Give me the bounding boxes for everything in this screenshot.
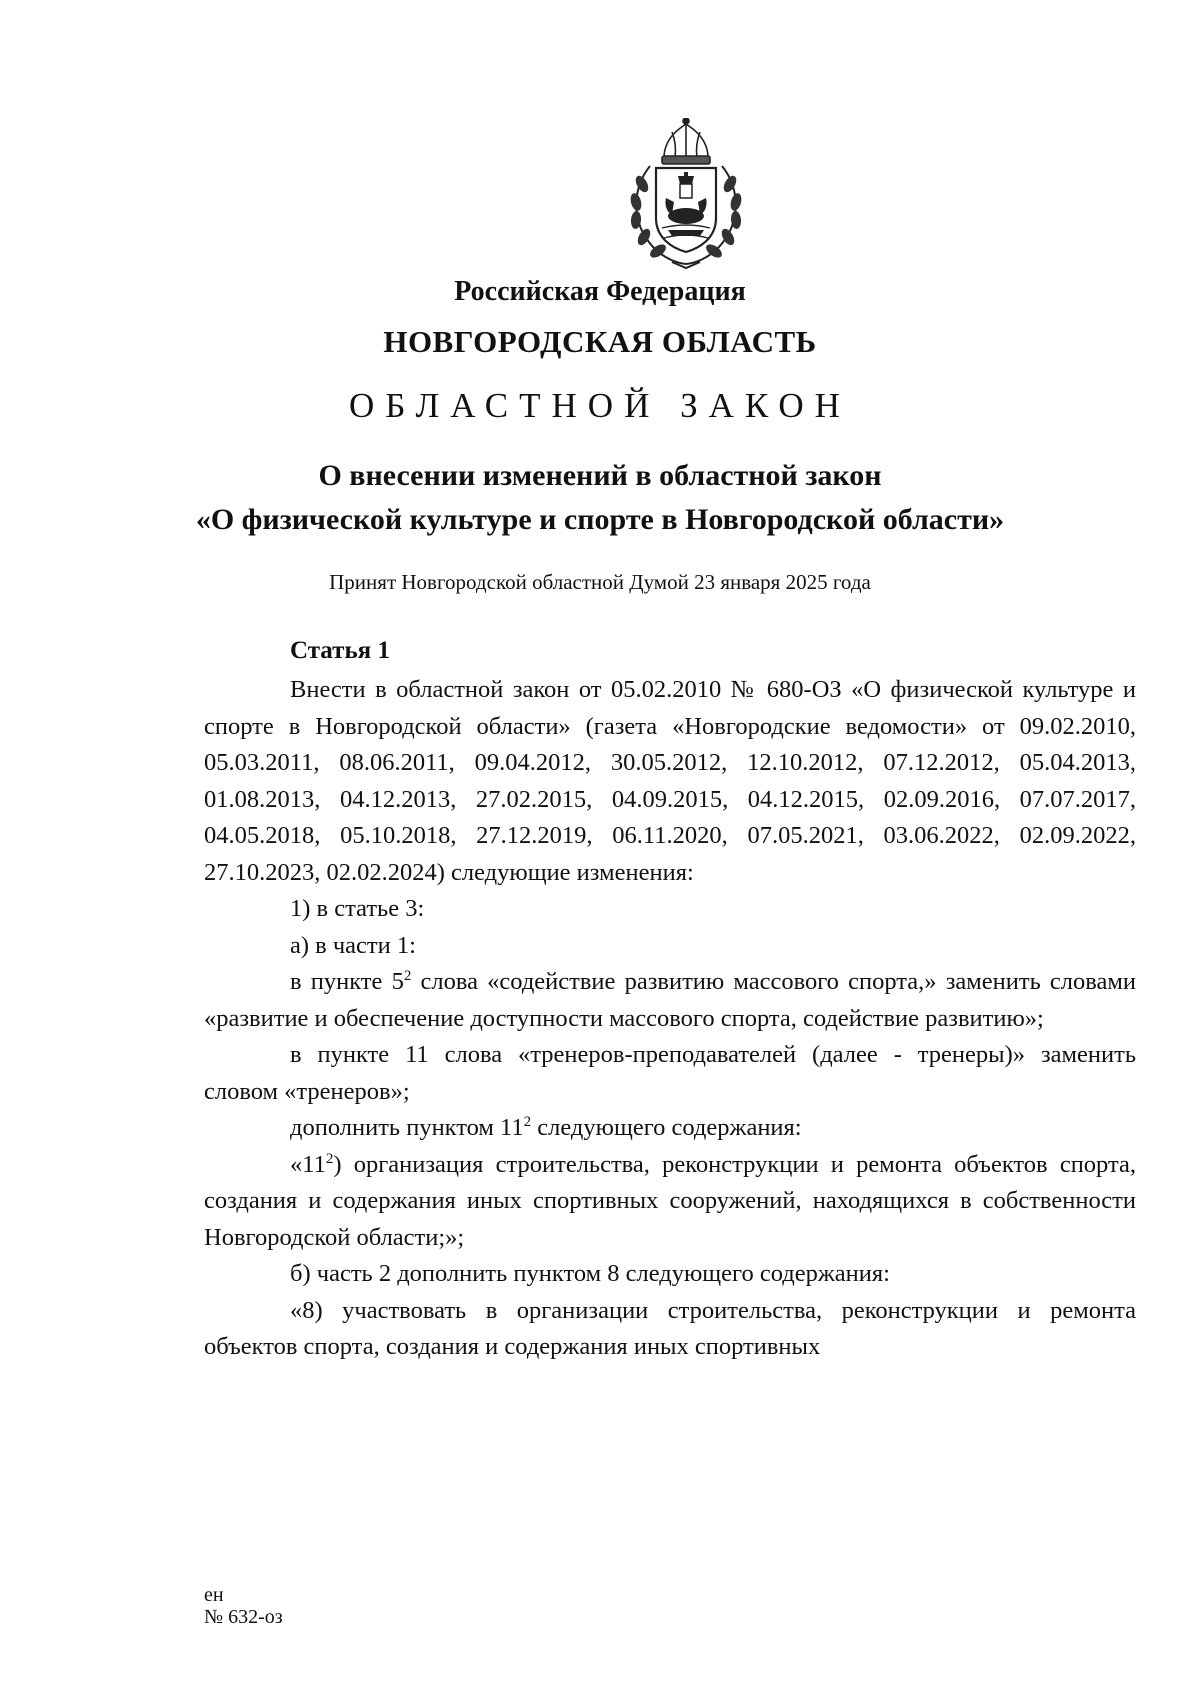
add-point-superscript: 2 (523, 1114, 532, 1130)
law-title (0, 454, 1200, 542)
add-point-text-start: дополнить пунктом 11 (290, 1114, 524, 1141)
point-5-2-text-end: слова «содействие развитию массового спорта,» заменить словами «развитие и обеспечение доступности массового спорта, содействие развитию»; (204, 968, 1137, 1032)
point-8-content-paragraph: «8) участвовать в организации строительства, реконструкции и ремонта объектов спорта, создания и содержания иных спортивных (204, 1296, 1136, 1360)
adoption-note: Принят Новгородской областной Думой 23 января 2025 года (329, 570, 871, 594)
law-title-line-2: «О физической культуре и спорте в Новгородской области» (195, 503, 1005, 536)
add-point-11-2-paragraph (204, 1110, 1136, 1147)
document-footer (204, 1584, 283, 1628)
point-5-2-superscript: 2 (403, 968, 412, 984)
article-body (204, 672, 1136, 1366)
footer-document-number: № 632-оз (204, 1606, 283, 1628)
point-11-2-content-start: «11 (290, 1150, 326, 1178)
article-heading: Статья 1 (290, 637, 390, 664)
point-11-2-content-paragraph (204, 1147, 1136, 1257)
coat-of-arms-emblem (620, 118, 752, 270)
item-b-paragraph: б) часть 2 дополнить пунктом 8 следующего содержания: (290, 1260, 890, 1287)
law-title-line-1: О внесении изменений в областной закон (318, 459, 882, 492)
add-point-text-end: следующего содержания: (531, 1114, 802, 1141)
document-type-heading: ОБЛАСТНОЙ ЗАКОН (349, 386, 851, 425)
item-a-paragraph: а) в части 1: (290, 931, 416, 959)
article-intro-paragraph: Внести в областной закон от 05.02.2010 № 680-ОЗ «О физической культуре и спорте в Новгородской области» (газета «Новгородские ведомости» от 09.02.2010, 05.03.2011, 08.06.2011, 09.04.2012, 30.05.2012, 12.10.2012, 07.12.2012, 05.04.2013, 01.08.2013, 04.12.2013, 27.02.2015, 04.09.2015, 04.12.2015, 02.09.2016, 07.07.2017, 04.05.2018, 05.10.2018, 27.12.2019, 06.11.2020, 07.05.2021, 03.06.2022, 02.09.2022, 27.10.2023, 02.02.2024) следующие изменения: (204, 676, 1136, 886)
footer-initials: ен (204, 1584, 224, 1606)
region-heading: НОВГОРОДСКАЯ ОБЛАСТЬ (383, 324, 817, 359)
item-1-paragraph: 1) в статье 3: (290, 895, 425, 922)
point-11-2-content-end: ) организация строительства, реконструкции и ремонта объектов спорта, создания и содержания иных спортивных сооружений, находящихся в собственности Новгородской области;»; (204, 1150, 1136, 1251)
federation-heading: Российская Федерация (454, 276, 746, 307)
point-11-2-content-superscript: 2 (325, 1150, 334, 1167)
point-11-paragraph: в пункте 11 слова «тренеров-преподавателей (далее - тренеры)» заменить словом «тренеров»; (204, 1041, 1136, 1105)
point-5-2-text-start: в пункте 5 (290, 968, 404, 995)
point-5-2-paragraph (204, 964, 1136, 1037)
